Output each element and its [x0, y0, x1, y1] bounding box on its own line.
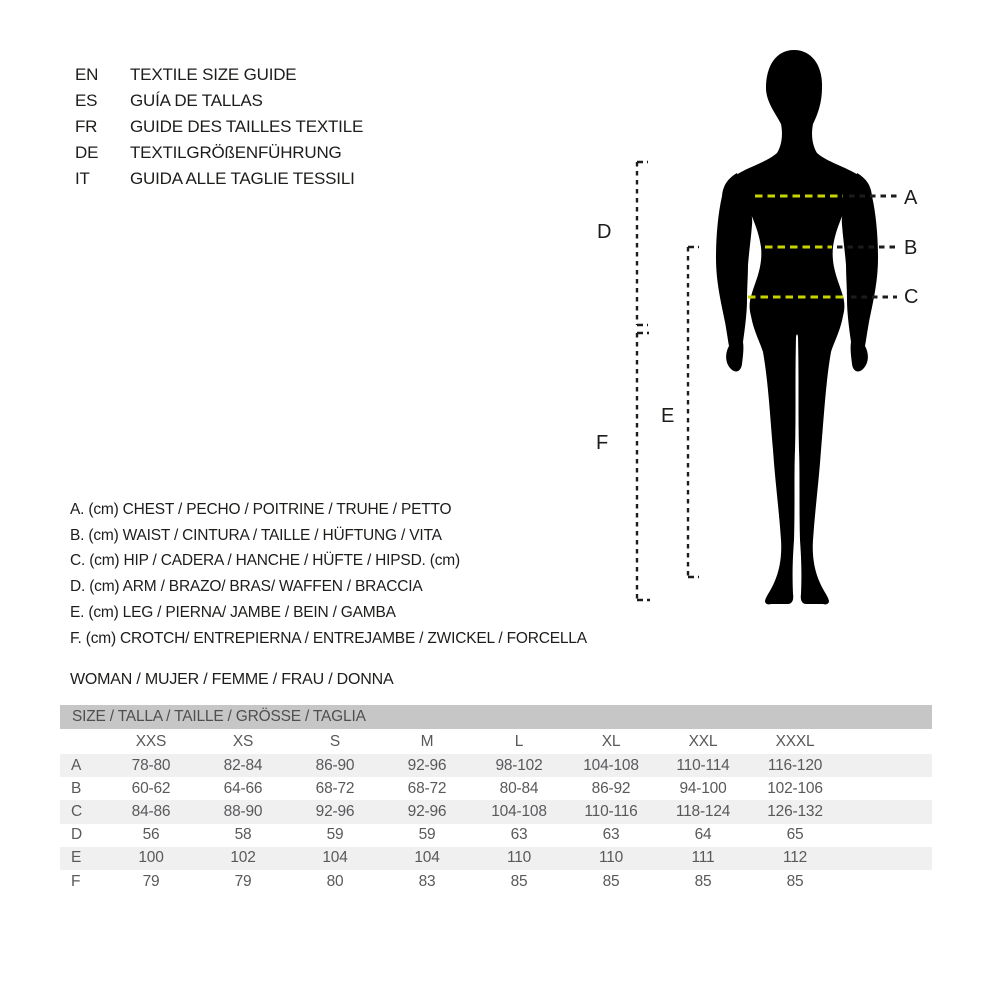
- row-label: C: [71, 802, 82, 820]
- cell-value: 63: [602, 826, 620, 844]
- lang-code: IT: [75, 169, 90, 188]
- cell-value: 102: [230, 849, 256, 867]
- cell-value: 111: [691, 849, 715, 867]
- title-text: TEXTILGRÖßENFÜHRUNG: [130, 143, 342, 162]
- title-text: TEXTILE SIZE GUIDE: [130, 65, 297, 84]
- cell-value: 85: [602, 872, 620, 890]
- row-label: A: [71, 756, 82, 774]
- cell-value: 56: [142, 826, 160, 844]
- arm-measure-bracket: [637, 162, 648, 325]
- cell-value: 85: [510, 872, 528, 890]
- row-label: F: [71, 872, 81, 890]
- lang-code: EN: [75, 65, 99, 84]
- cell-value: 110: [506, 849, 532, 867]
- marker-label-a: A: [904, 187, 918, 209]
- lang-code: ES: [75, 91, 98, 110]
- cell-value: 83: [418, 872, 436, 890]
- cell-value: 64-66: [223, 779, 263, 797]
- marker-label-c: C: [904, 286, 919, 308]
- cell-value: 110-116: [584, 802, 638, 820]
- cell-value: 110-114: [676, 756, 730, 774]
- woman-silhouette-diagram: [590, 40, 940, 620]
- leg-measure-bracket: [688, 247, 699, 577]
- marker-label-b: B: [904, 237, 918, 259]
- cell-value: 100: [138, 849, 164, 867]
- cell-value: 116-120: [767, 756, 823, 774]
- cell-value: 92-96: [407, 802, 447, 820]
- cell-value: 68-72: [315, 779, 355, 797]
- row-label: E: [71, 849, 82, 867]
- title-line-it: [75, 166, 363, 192]
- title-block: [75, 62, 363, 192]
- row-label: D: [71, 826, 82, 844]
- legend-item-e: E. (cm) LEG / PIERNA/ JAMBE / BEIN / GAMBA: [70, 603, 396, 621]
- title-text: GUÍA DE TALLAS: [130, 91, 263, 110]
- cell-value: 59: [418, 826, 436, 844]
- col-header-xs: XS: [232, 732, 254, 750]
- size-table: [60, 705, 932, 893]
- marker-label-d: D: [597, 221, 612, 243]
- lang-code: FR: [75, 117, 98, 136]
- cell-value: 82-84: [223, 756, 263, 774]
- cell-value: 104: [322, 849, 348, 867]
- title-line-de: [75, 140, 363, 166]
- col-header-xxl: XXL: [688, 732, 718, 750]
- size-table-column-header-row: [60, 729, 932, 754]
- cell-value: 68-72: [407, 779, 447, 797]
- row-label: B: [71, 779, 82, 797]
- table-row-d: [60, 824, 932, 847]
- legend-item-f: F. (cm) CROTCH/ ENTREPIERNA / ENTREJAMBE / ZWICKEL / FORCELLA: [70, 629, 587, 647]
- title-line-fr: [75, 114, 363, 140]
- cell-value: 92-96: [315, 802, 355, 820]
- col-header-xl: XL: [601, 732, 621, 750]
- cell-value: 88-90: [223, 802, 263, 820]
- legend-item-c: C. (cm) HIP / CADERA / HANCHE / HÜFTE / HIPSD. (cm): [70, 552, 460, 570]
- cell-value: 80: [326, 872, 344, 890]
- cell-value: 79: [142, 872, 160, 890]
- cell-value: 78-80: [131, 756, 171, 774]
- lang-code: DE: [75, 143, 99, 162]
- cell-value: 79: [234, 872, 252, 890]
- legend-item-a: A. (cm) CHEST / PECHO / POITRINE / TRUHE / PETTO: [70, 501, 452, 518]
- cell-value: 94-100: [679, 779, 727, 797]
- title-line-en: [75, 62, 363, 88]
- cell-value: 104-108: [491, 802, 547, 820]
- marker-label-e: E: [661, 405, 675, 427]
- table-row-a: [60, 754, 932, 777]
- col-header-s: S: [329, 732, 341, 750]
- col-header-xxxl: XXXL: [775, 732, 815, 750]
- cell-value: 112: [782, 849, 808, 867]
- woman-silhouette: [716, 50, 878, 604]
- cell-value: 92-96: [407, 756, 447, 774]
- size-table-header-bar: SIZE / TALLA / TAILLE / GRÖSSE / TAGLIA: [60, 705, 932, 729]
- cell-value: 63: [510, 826, 528, 844]
- title-text: GUIDE DES TAILLES TEXTILE: [130, 117, 364, 136]
- cell-value: 80-84: [499, 779, 539, 797]
- cell-value: 126-132: [767, 802, 823, 820]
- measurement-legend: [70, 497, 587, 651]
- cell-value: 64: [694, 826, 712, 844]
- cell-value: 86-90: [315, 756, 355, 774]
- legend-item-b: B. (cm) WAIST / CINTURA / TAILLE / HÜFTUNG / VITA: [70, 526, 442, 544]
- col-header-xxs: XXS: [135, 732, 167, 750]
- col-header-l: L: [514, 732, 524, 750]
- cell-value: 118-124: [675, 802, 731, 820]
- cell-value: 86-92: [591, 779, 631, 797]
- marker-label-f: F: [596, 432, 609, 454]
- table-row-c: [60, 800, 932, 823]
- cell-value: 98-102: [495, 756, 543, 774]
- cell-value: 58: [234, 826, 252, 844]
- table-row-e: [60, 847, 932, 870]
- cell-value: 85: [694, 872, 712, 890]
- crotch-measure-bracket: [637, 333, 650, 600]
- col-header-m: M: [420, 732, 434, 750]
- title-line-es: [75, 88, 363, 114]
- gender-heading: WOMAN / MUJER / FEMME / FRAU / DONNA: [70, 671, 394, 688]
- cell-value: 102-106: [767, 779, 823, 797]
- table-row-b: [60, 777, 932, 800]
- cell-value: 60-62: [131, 779, 171, 797]
- cell-value: 104: [414, 849, 440, 867]
- legend-item-d: D. (cm) ARM / BRAZO/ BRAS/ WAFFEN / BRACCIA: [70, 578, 423, 596]
- cell-value: 59: [326, 826, 344, 844]
- title-text: GUIDA ALLE TAGLIE TESSILI: [130, 169, 355, 188]
- cell-value: 85: [786, 872, 804, 890]
- table-row-f: [60, 870, 932, 893]
- cell-value: 84-86: [131, 802, 171, 820]
- cell-value: 110: [598, 849, 624, 867]
- cell-value: 65: [786, 826, 804, 844]
- cell-value: 104-108: [583, 756, 639, 774]
